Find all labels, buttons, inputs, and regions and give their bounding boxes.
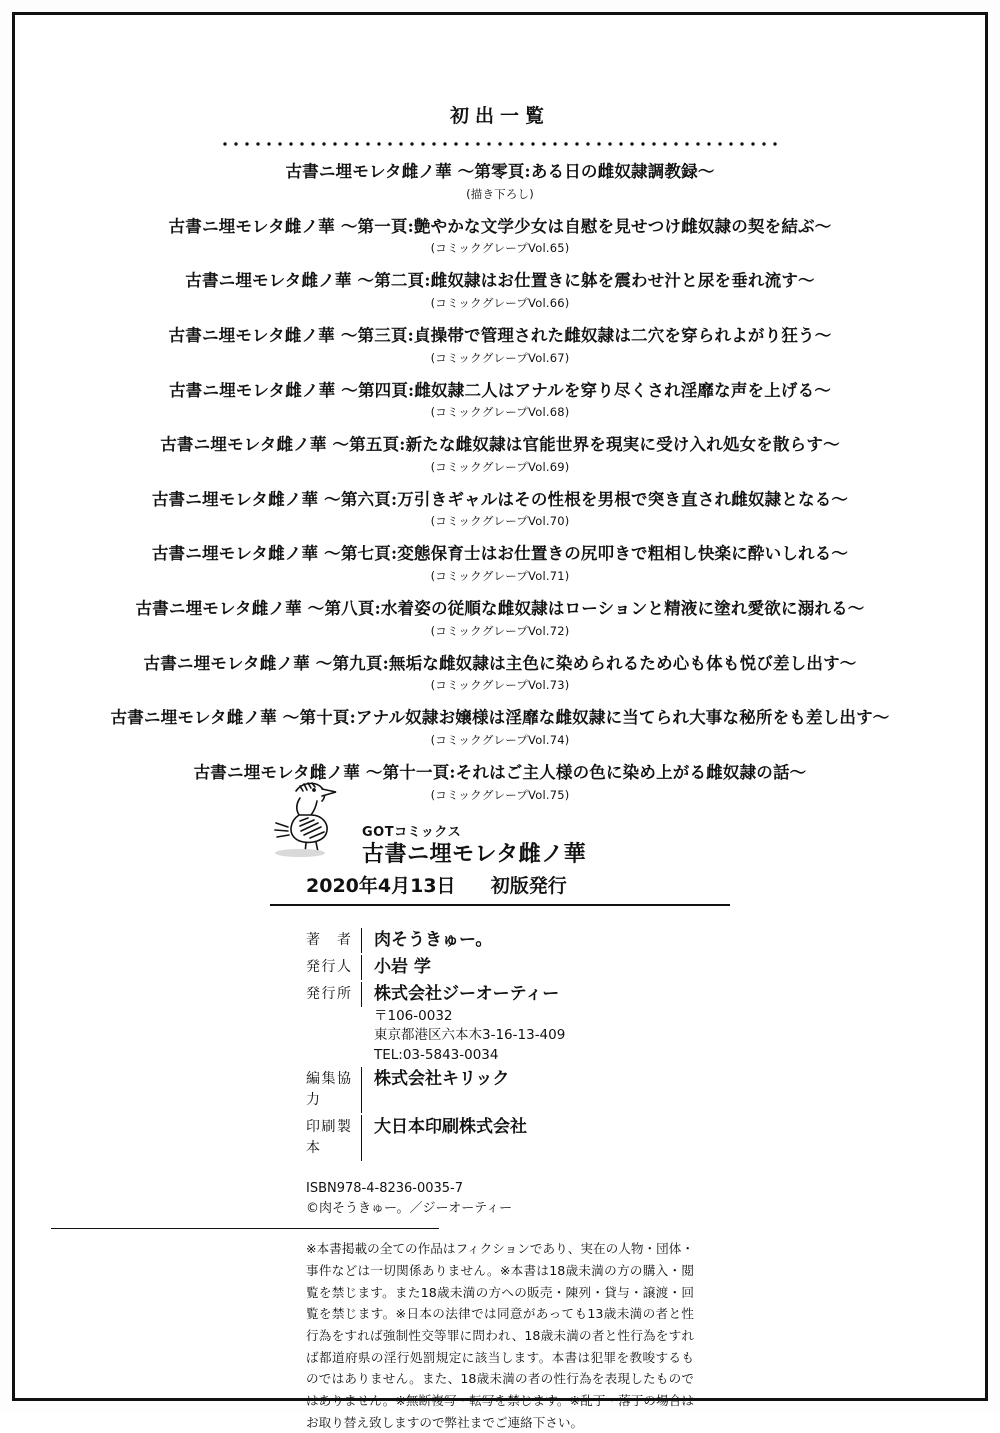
staff-row xyxy=(270,955,730,980)
legal-notice: ※本書掲載の全ての作品はフィクションであり、実在の人物・団体・事件などは一切関係ありません。※本書は18歳未満の方の購入・閲覧を禁じます。また18歳未満の方への販売・陳列・貸与・譲渡・回覧を禁じます。※日本の法律では同意があっても13歳未満の者と性行為をすれば強制性交等罪に問われ、18歳未満の者と性行為をすれば都道府県の淫行処罰規定に該当します。本書は犯罪を教唆するものではありません。また、18歳未満の者の性行為を表現したものではありません。※無断複写・転写を禁じます。※乱丁・落丁の場合はお取り替え致しますので弊社までご連絡下さい。 xyxy=(306,1241,694,1430)
staff-value xyxy=(362,1067,509,1092)
publisher-postal-code: 〒106-0032 xyxy=(374,1007,453,1024)
credits-entry-title: 古書ニ埋モレタ雌ノ華 〜第零頁:ある日の雌奴隷調教録〜 xyxy=(285,162,715,181)
colophon-section xyxy=(15,777,985,1433)
credits-entry xyxy=(15,544,985,584)
credits-entry xyxy=(15,435,985,475)
page-content xyxy=(15,15,985,1430)
staff-label: 著 者 xyxy=(270,928,362,953)
publish-date-row xyxy=(270,863,730,906)
credits-entry xyxy=(15,271,985,311)
edition-label: 初版発行 xyxy=(490,875,567,897)
staff-row xyxy=(270,928,730,953)
credits-entry-source: (コミックグレープVol.71) xyxy=(430,569,570,583)
credits-entry-source: (コミックグレープVol.72) xyxy=(430,623,570,638)
credits-entry-source: (コミックグレープVol.73) xyxy=(430,678,570,693)
credits-entry-title: 古書ニ埋モレタ雌ノ華 〜第十一頁:それはご主人様の色に染め上がる雌奴隷の話〜 xyxy=(193,762,807,782)
credits-entry xyxy=(15,326,985,366)
staff-row xyxy=(270,982,730,1065)
credits-entry-title: 古書ニ埋モレタ雌ノ華 〜第一頁:艶やかな文学少女は自慰を見せつけ雌奴隷の契を結ぶ〜 xyxy=(168,216,832,236)
legal-notice-wrap xyxy=(270,1238,730,1433)
publisher-address: 東京都港区六本木3-16-13-409 xyxy=(374,1027,566,1044)
publish-date-line xyxy=(270,871,730,906)
credits-entry-source: (コミックグレープVol.74) xyxy=(430,732,570,747)
publish-date: 2020年4月13日 xyxy=(306,875,456,897)
credits-entry-source: (コミックグレープVol.75) xyxy=(430,787,570,802)
staff-value xyxy=(362,982,565,1065)
staff-value-main: 大日本印刷株式会社 xyxy=(374,1117,527,1138)
credits-entry-title: 古書ニ埋モレタ雌ノ華 〜第十頁:アナル奴隷お嬢様は淫靡な雌奴隷に当てられ大事な秘所をも差し出す〜 xyxy=(110,708,890,728)
staff-label: 編集協力 xyxy=(270,1067,362,1113)
staff-label: 印刷製本 xyxy=(270,1115,362,1161)
credits-entry xyxy=(15,162,985,202)
publisher-logo-row xyxy=(270,777,730,867)
credits-entry-source: (コミックグレープVol.70) xyxy=(430,514,570,529)
credits-entry-title: 古書ニ埋モレタ雌ノ華 〜第四頁:雌奴隷二人はアナルを穿り尽くされ淫靡な声を上げる〜 xyxy=(168,380,832,400)
credits-heading: 初出一覧 xyxy=(449,105,550,127)
credits-entry-title: 古書ニ埋モレタ雌ノ華 〜第八頁:水着姿の従順な雌奴隷はローションと精液に塗れ愛欲に溺れる〜 xyxy=(135,599,865,618)
credits-entry xyxy=(15,654,985,694)
credits-entry-source: (コミックグレープVol.69) xyxy=(430,459,570,474)
credits-entry-source: (コミックグレープVol.66) xyxy=(430,295,570,310)
page-border xyxy=(12,12,988,1430)
credits-entry xyxy=(15,599,985,639)
dotted-divider xyxy=(222,141,778,147)
staff-value-main: 小岩 学 xyxy=(374,957,431,977)
copyright: ©肉そうきゅー。／ジーオーティー xyxy=(306,1200,513,1216)
staff-row xyxy=(270,1067,730,1113)
isbn: ISBN978-4-8236-0035-7 xyxy=(306,1181,464,1197)
staff-table xyxy=(270,928,730,1161)
credits-entry xyxy=(15,381,985,421)
staff-row xyxy=(270,1115,730,1161)
staff-value-main: 株式会社ジーオーティー xyxy=(374,984,560,1004)
credits-entry xyxy=(15,708,985,748)
credits-entry-source: (描き下ろし) xyxy=(466,186,534,201)
staff-label: 発行人 xyxy=(270,955,362,980)
imprint-label: GOTコミックス xyxy=(362,825,462,840)
book-title: 古書ニ埋モレタ雌ノ華 xyxy=(362,841,587,867)
bird-logo-icon xyxy=(270,777,356,857)
credits-entry-source: (コミックグレープVol.65) xyxy=(430,241,570,256)
credits-entry-title: 古書ニ埋モレタ雌ノ華 〜第二頁:雌奴隷はお仕置きに躰を震わせ汁と尿を垂れ流す〜 xyxy=(185,271,815,291)
staff-value xyxy=(362,1115,527,1140)
staff-value-main: 株式会社キリック xyxy=(374,1069,510,1090)
credits-entry-title: 古書ニ埋モレタ雌ノ華 〜第七頁:変態保育士はお仕置きの尻叩きで粗相し快楽に酔いしれる〜 xyxy=(151,544,849,564)
credits-entry-title: 古書ニ埋モレタ雌ノ華 〜第五頁:新たな雌奴隷は官能世界を現実に受け入れ処女を散らす〜 xyxy=(160,435,840,455)
staff-value xyxy=(362,955,431,980)
credits-entry xyxy=(15,217,985,257)
credits-entry-title: 古書ニ埋モレタ雌ノ華 〜第三頁:貞操帯で管理された雌奴隷は二穴を穿られよがり狂う〜 xyxy=(168,325,832,345)
notice-divider xyxy=(51,1228,439,1229)
credits-entry-title: 古書ニ埋モレタ雌ノ華 〜第九頁:無垢な雌奴隷は主色に染められるため心も体も悦び差し出す〜 xyxy=(143,653,857,673)
credits-entry xyxy=(15,490,985,530)
staff-value xyxy=(362,928,492,953)
credits-entry-source: (コミックグレープVol.68) xyxy=(430,405,570,420)
staff-label: 発行所 xyxy=(270,982,362,1007)
staff-value-main: 肉そうきゅー。 xyxy=(374,930,493,950)
credits-entry-title: 古書ニ埋モレタ雌ノ華 〜第六頁:万引きギャルはその性根を男根で突き直され雌奴隷となる〜 xyxy=(151,489,849,509)
credits-entry-source: (コミックグレープVol.67) xyxy=(430,350,570,365)
publisher-tel: TEL:03-5843-0034 xyxy=(374,1046,499,1063)
credits-section xyxy=(15,101,985,803)
isbn-block xyxy=(270,1179,730,1218)
